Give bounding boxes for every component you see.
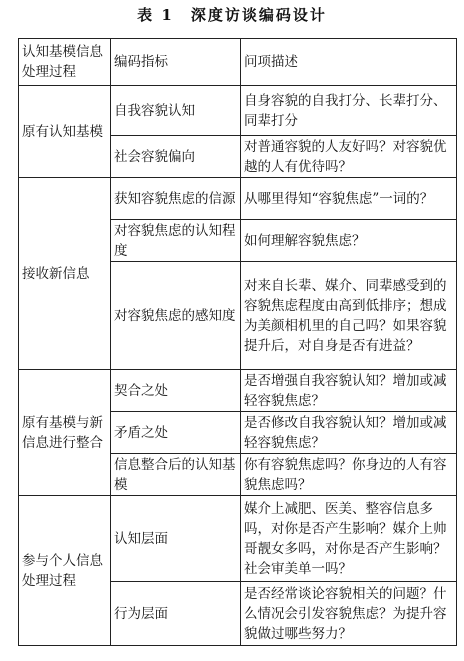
header-cell: 认知基模信息处理过程	[19, 39, 111, 86]
indicator-cell: 社会容貌偏向	[111, 136, 241, 178]
table-row	[19, 178, 457, 220]
group-cell: 原有基模与新信息进行整合	[19, 370, 111, 496]
table-row	[19, 86, 457, 136]
indicator-cell: 契合之处	[111, 370, 241, 412]
desc-cell: 自身容貌的自我打分、长辈打分、同辈打分	[241, 86, 457, 136]
header-row	[19, 39, 457, 86]
desc-cell: 是否经常谈论容貌相关的问题？什么情况会引发容貌焦虑？为提升容貌做过哪些努力？	[241, 582, 457, 646]
group-cell: 参与个人信息处理过程	[19, 496, 111, 646]
header-cell: 问项描述	[241, 39, 457, 86]
table-row	[19, 370, 457, 412]
indicator-cell: 矛盾之处	[111, 412, 241, 454]
indicator-cell: 获知容貌焦虑的信源	[111, 178, 241, 220]
table-caption: 表 1 深度访谈编码设计	[137, 6, 327, 24]
group-cell: 接收新信息	[19, 178, 111, 370]
desc-cell: 从哪里得知“容貌焦虑”一词的？	[241, 178, 457, 220]
desc-cell: 是否增强自我容貌认知？增加或减轻容貌焦虑？	[241, 370, 457, 412]
desc-cell: 媒介上减肥、医美、整容信息多吗，对你是否产生影响？媒介上帅哥靓女多吗，对你是否产生影响？社会审美单一吗？	[241, 496, 457, 582]
desc-cell: 你有容貌焦虑吗？你身边的人有容貌焦虑吗？	[241, 454, 457, 496]
indicator-cell: 自我容貌认知	[111, 86, 241, 136]
desc-cell: 是否修改自我容貌认知？增加或减轻容貌焦虑？	[241, 412, 457, 454]
indicator-cell: 信息整合后的认知基模	[111, 454, 241, 496]
indicator-cell: 行为层面	[111, 582, 241, 646]
coding-table	[18, 38, 457, 646]
desc-cell: 如何理解容貌焦虑？	[241, 220, 457, 262]
indicator-cell: 认知层面	[111, 496, 241, 582]
table-row	[19, 496, 457, 582]
group-cell: 原有认知基模	[19, 86, 111, 178]
desc-cell: 对普通容貌的人友好吗？对容貌优越的人有优待吗？	[241, 136, 457, 178]
header-cell: 编码指标	[111, 39, 241, 86]
indicator-cell: 对容貌焦虑的认知程度	[111, 220, 241, 262]
desc-cell: 对来自长辈、媒介、同辈感受到的容貌焦虑程度由高到低排序；想成为美颜相机里的自己吗？如果容貌提升后，对自身是否有进益？	[241, 262, 457, 370]
indicator-cell: 对容貌焦虑的感知度	[111, 262, 241, 370]
